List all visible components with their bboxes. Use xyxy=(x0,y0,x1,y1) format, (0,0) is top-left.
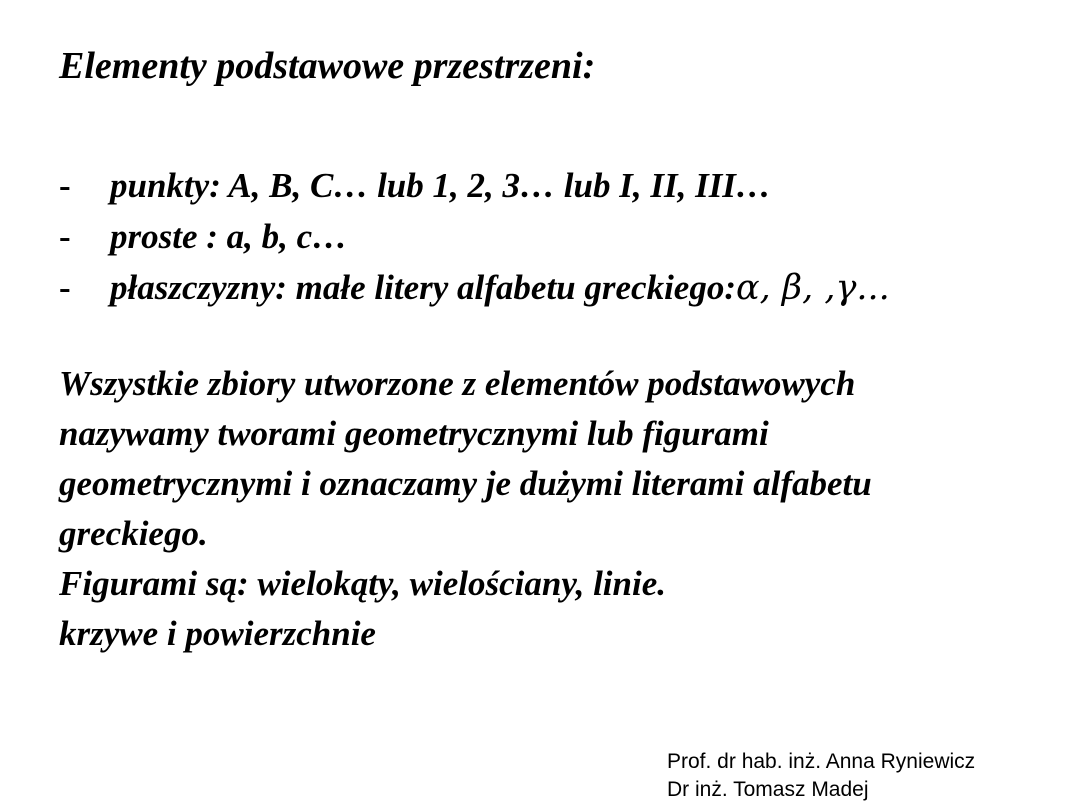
bullet-text: płaszczyzny: małe litery alfabetu greckiego: xyxy=(110,268,736,307)
bullet-marker: - xyxy=(59,268,71,307)
author-line: Prof. dr hab. inż. Anna Ryniewicz xyxy=(667,750,976,773)
paragraph-line: greckiego. xyxy=(59,514,208,553)
author-line: Dr inż. Tomasz Madej xyxy=(667,778,869,801)
paragraph-line: geometrycznymi i oznaczamy je dużymi literami alfabetu xyxy=(59,464,872,503)
slide-title: Elementy podstawowe przestrzeni: xyxy=(59,45,596,87)
paragraph-line: nazywamy tworami geometrycznymi lub figurami xyxy=(59,414,769,453)
definition-paragraph xyxy=(59,359,1059,659)
paragraph-line: Wszystkie zbiory utworzone z elementów podstawowych xyxy=(59,364,856,403)
author-credits xyxy=(667,748,975,804)
greek-letters: α, β, ,γ... xyxy=(735,268,890,308)
bullet-marker: - xyxy=(59,166,71,205)
bullet-list xyxy=(59,160,1059,314)
bullet-item-points xyxy=(59,160,1059,211)
bullet-item-planes xyxy=(59,262,1059,314)
paragraph-line: krzywe i powierzchnie xyxy=(59,614,376,653)
bullet-text: proste : a, b, c… xyxy=(110,217,348,256)
paragraph-line: Figurami są: wielokąty, wielościany, linie. xyxy=(59,564,666,603)
bullet-marker: - xyxy=(59,217,71,256)
bullet-text: punkty: A, B, C… lub 1, 2, 3… lub I, II, III… xyxy=(110,166,771,205)
bullet-item-lines xyxy=(59,211,1059,262)
